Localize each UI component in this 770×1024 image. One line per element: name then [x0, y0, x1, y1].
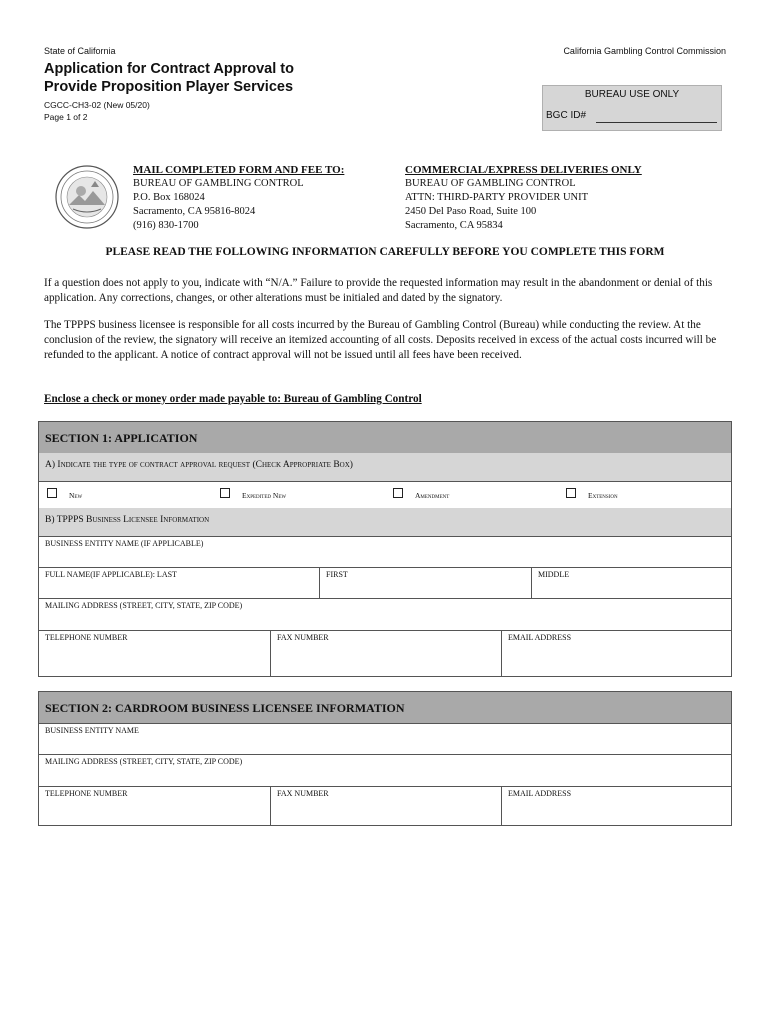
cardroom-email-field[interactable]: [501, 786, 731, 825]
request-type-row: [39, 481, 731, 509]
express-line3: 2450 Del Paso Road, Suite 100: [405, 206, 537, 217]
section-2-cardroom: [38, 691, 732, 826]
cardroom-entity-name-label: BUSINESS ENTITY NAME: [45, 726, 139, 735]
email-label: EMAIL ADDRESS: [508, 633, 572, 642]
section-1-title: SECTION 1: APPLICATION: [45, 431, 198, 445]
extension-checkbox[interactable]: [566, 488, 576, 498]
bureau-use-box: [542, 85, 722, 131]
option-amendment[interactable]: [385, 481, 557, 508]
entity-name-field[interactable]: [39, 536, 731, 567]
instructions-paragraph-1: If a question does not apply to you, indicate with “N/A.” Failure to provide the requested information may result in the abandonment or denial of this application. Any corrections, changes, or other alterations must be initialed and dated by the signatory.: [44, 277, 713, 304]
form-title-line2: Provide Proposition Player Services: [44, 79, 294, 95]
instructions-paragraph-2: The TPPPS business licensee is responsible for all costs incurred by the Bureau of Gambling Control (Bureau) while conducting the review. At the conclusion of the review, the signatory will receive an itemized accounting of all costs. Deposits received in excess of the actual costs incurred will be refunded to the applicant. A notice of contract approval will not be issued until all fees have been received.: [44, 319, 717, 361]
mail-line1: BUREAU OF GAMBLING CONTROL: [133, 178, 304, 189]
form-title-line1: Application for Contract Approval to: [44, 61, 294, 77]
express-line1: BUREAU OF GAMBLING CONTROL: [405, 178, 576, 189]
express-line4: Sacramento, CA 95834: [405, 220, 503, 231]
option-extension[interactable]: [558, 481, 731, 508]
section-2-title: SECTION 2: CARDROOM BUSINESS LICENSEE INFORMATION: [45, 701, 405, 715]
mailing-address-field[interactable]: [39, 598, 731, 630]
read-notice: PLEASE READ THE FOLLOWING INFORMATION CAREFULLY BEFORE YOU COMPLETE THIS FORM: [105, 246, 665, 258]
fax-label: FAX NUMBER: [277, 633, 329, 642]
full-name-row: [39, 567, 731, 599]
express-line2: ATTN: THIRD-PARTY PROVIDER UNIT: [405, 192, 589, 203]
mail-line4: (916) 830-1700: [133, 220, 199, 231]
mail-line3: Sacramento, CA 95816-8024: [133, 206, 256, 217]
mail-address-block: [133, 163, 344, 233]
mailing-address-label: MAILING ADDRESS (STREET, CITY, STATE, ZIP CODE): [45, 601, 243, 610]
bgc-id-field[interactable]: [596, 122, 717, 123]
cardroom-fax-field[interactable]: [270, 786, 502, 825]
express-address-block: [405, 163, 642, 233]
expedited-new-checkbox[interactable]: [220, 488, 230, 498]
bureau-use-title: BUREAU USE ONLY: [584, 89, 680, 100]
first-name-label: FIRST: [326, 570, 348, 579]
section-1-header: [39, 422, 731, 454]
state-label: State of California: [44, 46, 116, 56]
telephone-field[interactable]: [39, 630, 270, 676]
cardroom-address-field[interactable]: [39, 754, 731, 786]
section-1-application: [38, 421, 732, 677]
section-1a-header: [39, 453, 731, 482]
cardroom-email-label: EMAIL ADDRESS: [508, 789, 572, 798]
option-amendment-label: Amendment: [415, 491, 450, 500]
cardroom-telephone-label: TELEPHONE NUMBER: [45, 789, 128, 798]
telephone-label: TELEPHONE NUMBER: [45, 633, 128, 642]
page-number: Page 1 of 2: [44, 112, 88, 122]
mail-heading: MAIL COMPLETED FORM AND FEE TO:: [133, 164, 345, 176]
email-field[interactable]: [501, 630, 731, 676]
enclose-payment-note: Enclose a check or money order made payable to: Bureau of Gambling Control: [44, 393, 422, 405]
last-name-label: FULL NAME(IF APPLICABLE): LAST: [45, 570, 177, 579]
agency-label: California Gambling Control Commission: [563, 46, 726, 56]
mail-line2: P.O. Box 168024: [133, 192, 205, 203]
section-2-header: [39, 692, 731, 724]
option-extension-label: Extension: [588, 491, 618, 500]
middle-name-field[interactable]: [531, 567, 731, 598]
cardroom-fax-label: FAX NUMBER: [277, 789, 329, 798]
form-id: CGCC-CH3-02 (New 05/20): [44, 100, 150, 110]
form-title: [44, 60, 294, 96]
option-new-label: New: [69, 491, 83, 500]
option-expedited-new[interactable]: [212, 481, 384, 508]
cardroom-entity-name-field[interactable]: [39, 723, 731, 754]
fax-field[interactable]: [270, 630, 502, 676]
middle-name-label: MIDDLE: [538, 570, 570, 579]
bgc-id-label: BGC ID#: [546, 110, 587, 121]
new-checkbox[interactable]: [47, 488, 57, 498]
mailing-address-row: [39, 598, 731, 631]
section-1b-header: [39, 508, 731, 537]
express-heading: COMMERCIAL/EXPRESS DELIVERIES ONLY: [405, 164, 642, 176]
first-name-field[interactable]: [319, 567, 532, 598]
last-name-field[interactable]: [39, 567, 319, 598]
cardroom-telephone-field[interactable]: [39, 786, 270, 825]
cardroom-address-label: MAILING ADDRESS (STREET, CITY, STATE, ZIP CODE): [45, 757, 243, 766]
option-expedited-new-label: Expedited New: [242, 491, 287, 500]
section-1b-title: B) TPPPS Business Licensee Information: [45, 515, 210, 525]
entity-name-label: BUSINESS ENTITY NAME (IF APPLICABLE): [45, 539, 204, 548]
option-new[interactable]: [39, 481, 211, 508]
cardroom-address-row: [39, 754, 731, 787]
contact-row: [39, 630, 731, 676]
state-seal-icon: [55, 165, 119, 229]
section-1a-title: A) Indicate the type of contract approval request (Check Appropriate Box): [45, 460, 353, 470]
cardroom-entity-row: [39, 723, 731, 755]
form-meta: [44, 99, 150, 123]
amendment-checkbox[interactable]: [393, 488, 403, 498]
cardroom-contact-row: [39, 786, 731, 825]
entity-name-row: [39, 536, 731, 568]
